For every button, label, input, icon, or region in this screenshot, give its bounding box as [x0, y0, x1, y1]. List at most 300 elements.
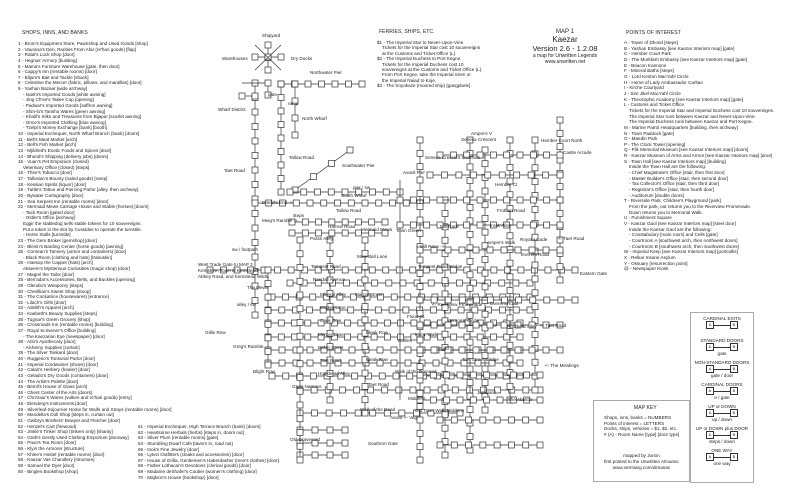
map-room [265, 321, 271, 327]
list-item: 45 - Bemil's House of Glass [arch] [18, 384, 88, 390]
map-room [507, 164, 513, 170]
map-room [482, 284, 488, 290]
list-item: 65 - Inok's Fine Jewelry [door] [138, 446, 200, 452]
map-room [442, 452, 448, 458]
list-item: 31 - The Cockatrice (housewares) [entrance] [18, 294, 109, 300]
list-item: - Tack Room [gated door] [23, 209, 75, 215]
map-room [470, 172, 476, 178]
list-item: 3 - Ratal's Lock Shop [door] [18, 52, 75, 58]
map-label: Inrak Alley [490, 223, 512, 228]
exit-legend-caption: e / gate [714, 395, 730, 400]
map-room [417, 270, 423, 276]
map-room [362, 343, 368, 349]
map-room [433, 360, 439, 366]
map-room [557, 144, 563, 150]
map-room [451, 442, 457, 448]
map-room [362, 370, 368, 376]
map-room [482, 256, 488, 262]
map-room [528, 172, 534, 178]
map-room [544, 297, 550, 303]
exit-legend-title: STANDARD DOORS [700, 338, 744, 343]
map-room [442, 210, 448, 216]
list-item: 26 - Haesop the Capper (hats) [arch] [18, 260, 93, 266]
map-room [504, 152, 510, 158]
list-item: S - Town Hall [see Kaezar Interiors map] [building] [624, 158, 726, 164]
list-item: 13 - Mjildred's Exotic Foods and Spices [door] [18, 147, 112, 153]
map-room [487, 247, 493, 253]
map-room [451, 417, 457, 423]
map-room [417, 164, 423, 170]
list-item: 27 - Magrel the Tailor [door] [18, 271, 75, 277]
list-item: - Shin-lo's Tanshu Wares [green awning] [23, 108, 106, 114]
map-label: <- The Mewlings [545, 363, 579, 368]
map-room [297, 320, 303, 326]
map-label: Taet Road [368, 382, 389, 387]
map-room [532, 262, 538, 268]
list-item: - Constabulary [main room] and Cells [gate] [629, 232, 718, 238]
map-label: Dry Docks [291, 56, 313, 61]
map-room [297, 306, 303, 312]
map-label: Grym Narrows [292, 384, 322, 389]
map-room [292, 334, 298, 340]
map-room [417, 347, 423, 353]
room-a-icon: A [706, 387, 714, 395]
map-room [389, 307, 395, 313]
map-room [442, 291, 448, 297]
map-room [510, 372, 516, 378]
map-room [523, 417, 529, 423]
map-room [450, 197, 456, 203]
list-item: 6 - Cappy's Inn (rentable rooms) [door] [18, 69, 97, 75]
map-room [437, 417, 443, 423]
map-room [445, 247, 451, 253]
room-a-icon: A [706, 409, 714, 417]
list-item: D - The Murkkish Embassy [see Kaezar Interiors map] [gate] [624, 56, 747, 62]
map-room [523, 387, 529, 393]
map-label: Shipyard [262, 33, 281, 38]
list-item: 21 - Sea Serpent Inn (rentable rooms) [door] [18, 198, 109, 204]
map-room [557, 347, 563, 353]
map-room [467, 191, 473, 197]
map-room [499, 172, 505, 178]
room-a-icon: A [706, 431, 714, 439]
map-room [265, 267, 271, 273]
map-room [572, 267, 578, 273]
map-room [297, 375, 303, 381]
list-item: - Alchemy Supplies [curtain] [23, 344, 80, 350]
room-b-icon: B [730, 321, 738, 329]
map-room [315, 189, 321, 195]
map-room [417, 257, 423, 263]
list-item: - Chief Magistrate's Office [stair, then first door] [629, 170, 725, 176]
list-item: 56 - Klyin the Armorer [structure] [18, 446, 85, 451]
map-room [529, 347, 535, 353]
map-room [405, 347, 411, 353]
exit-legend-caption: gate / door [711, 373, 733, 378]
map-room [341, 410, 347, 416]
map-room [477, 222, 483, 228]
map-label: Abbey Road, and Kemstead Wilds. [198, 274, 270, 279]
map-room [283, 373, 289, 379]
map-room [306, 307, 312, 313]
map-label: Southron Gate [368, 441, 398, 446]
map-room [362, 264, 368, 270]
map-room [442, 278, 448, 284]
map-room [515, 347, 521, 353]
map-room [466, 442, 472, 448]
map-room [467, 258, 473, 264]
map-room [507, 288, 513, 294]
map-label: Wharf District [218, 107, 246, 112]
map-room [410, 197, 416, 203]
list-item: souvereigns at the Customs and Ticket Office (L). [382, 67, 483, 73]
map-room [400, 280, 406, 286]
credit-url: www.vermiarg.com/almanac [612, 465, 671, 470]
list-item: 38 - Arlo's Apothecary [door] [18, 339, 76, 345]
map-room [490, 152, 496, 158]
map-room [467, 164, 473, 170]
map-room [287, 189, 293, 195]
map-room [417, 430, 423, 436]
map-label: Southwater Pier [342, 163, 375, 168]
map-room [457, 372, 463, 378]
exit-legend-title: NON-STANDARD DOORS [694, 360, 750, 365]
map-room [345, 334, 351, 340]
map-room [297, 237, 303, 243]
map-room [252, 138, 258, 144]
map-room [467, 407, 473, 413]
map-room [252, 200, 258, 206]
map-room [518, 267, 524, 273]
list-item: - Khalil's Silks and Treasures from Bijapur [scarlet awning] [23, 114, 142, 120]
map-label: Walk of the Damned [395, 369, 437, 374]
map-room [485, 172, 491, 178]
map-room [390, 200, 396, 206]
map-room [417, 217, 423, 223]
map-label: Randall Avenue [313, 277, 346, 282]
map-room [517, 360, 523, 366]
map-room [382, 387, 388, 393]
map-room [544, 197, 550, 203]
map-room [362, 317, 368, 323]
list-item: V - Kaezar Gaol [see Kaezar Interiors map] [steel door] [624, 221, 736, 226]
room-a-icon: A [706, 343, 714, 351]
map-room [252, 109, 258, 115]
connector-icon [714, 457, 730, 458]
map-room [345, 320, 351, 326]
map-room [265, 362, 271, 368]
map-room [530, 152, 536, 158]
room-b-icon: B [730, 343, 738, 351]
map-room [375, 307, 381, 313]
map-room [252, 312, 258, 318]
map-label: Junkyard [477, 390, 496, 395]
map-room [359, 81, 365, 87]
map-room [467, 326, 473, 332]
map-room [473, 247, 479, 253]
exit-legend-caption: gate [717, 351, 727, 356]
list-item: Inside the Kaezar Gaol are the following: [629, 226, 712, 232]
map-room [507, 137, 513, 143]
list-item: Down returns you to Memorial Walk. [629, 209, 703, 215]
map-room [494, 417, 500, 423]
map-room [490, 197, 496, 203]
map-room [289, 230, 295, 236]
list-item: Tickets for the Imperial Star and Imperial Duchess cost 10 souvereigns. [629, 107, 775, 113]
exit-legend-item [691, 316, 753, 334]
list-item: 19 - Tuttle's Tattoo and Piercing Parlor [alley, then archway] [18, 187, 139, 193]
map-room [442, 358, 448, 364]
shops-list-continued [138, 424, 279, 480]
map-room [417, 190, 423, 196]
map-room [403, 200, 409, 206]
map-key-lines [599, 415, 679, 438]
map-room [466, 387, 472, 393]
map-room [316, 219, 322, 225]
map-room [543, 172, 549, 178]
map-label: alley / sw [237, 302, 256, 307]
map-room [297, 278, 303, 284]
map-room [279, 360, 285, 366]
map-room [278, 108, 284, 114]
map-room [482, 215, 488, 221]
list-item: 23 - The Gem Broker [gemshop] [door] [18, 237, 97, 243]
map-room [482, 380, 488, 386]
map-room [430, 397, 436, 403]
list-item: 14 - Bhond's Shipping (delivery jobs) [doors] [18, 153, 108, 159]
room-a-icon: A [706, 365, 714, 373]
map-room [490, 334, 496, 340]
map-key-box [593, 400, 690, 482]
map-label: Mermaid Mews [361, 227, 393, 232]
map-room [537, 442, 543, 448]
list-item: $3 - The Soyokaze (moored ship) [gangplank] [377, 83, 471, 89]
list-item: - Once's Imported Clothing [blue awning] [23, 119, 106, 125]
map-room [252, 240, 258, 246]
connector-icon [714, 391, 730, 392]
map-room [482, 270, 488, 276]
list-item: - Registrar's Office [stair, then fourth door] [629, 187, 715, 193]
connector-icon [714, 413, 730, 414]
map-room [430, 307, 436, 313]
map-label: <- Riverview Promenade [432, 302, 483, 307]
list-item: Tickets for the Imperial Duchess cost 10 [382, 61, 464, 67]
map-room [442, 331, 448, 337]
map-label: Taet Road [224, 168, 245, 173]
map-room [278, 95, 284, 101]
list-item: 17 - Tallosian's Bounty (naled goods) [ramp] [18, 176, 108, 181]
map-room [466, 417, 472, 423]
map-room [265, 335, 271, 341]
map-room [457, 397, 463, 403]
list-item: 2 - Vaurana's Den, Rarities From Afar (re'hari goods) [flap] [18, 46, 137, 52]
map-room [377, 347, 383, 353]
map-room [370, 189, 376, 195]
map-room [487, 347, 493, 353]
map-label: Cook Row [320, 318, 342, 323]
list-item: - Horse Stalls [turnstile] [23, 232, 71, 238]
list-item: P - The Clock Tower [opening] [624, 141, 686, 147]
map-room [557, 210, 563, 216]
map-label: Bleak Row [366, 330, 388, 335]
map-room [482, 311, 488, 317]
list-item: 35 - Tugnar's Green Grocery [shop] [18, 316, 91, 322]
map-room [307, 360, 313, 366]
list-item: 5 - Mama's Furniture Warehouse [gate, then door] [18, 63, 120, 69]
map-room [532, 137, 538, 143]
ferries-heading: FERRIES, SHIPS, ETC. [379, 29, 435, 35]
list-item: 11 - Bell's Meat Market [arch] [18, 136, 78, 142]
map-room [335, 200, 341, 206]
map-room [283, 294, 289, 300]
map-room [504, 197, 510, 203]
map-room [312, 427, 318, 433]
map-room [278, 189, 284, 195]
map-key-heading: MAP KEY [634, 405, 657, 411]
map-label: Meig's Ramble -> [262, 218, 298, 223]
map-room [349, 347, 355, 353]
map-room [441, 172, 447, 178]
map-room [442, 425, 448, 431]
map-label: Paran Alley [310, 236, 334, 241]
map-room [288, 267, 294, 273]
list-item: - Black Room (clothing and hats) [trabuskin] [23, 254, 113, 260]
map-room [297, 292, 303, 298]
map-room [501, 247, 507, 253]
map-room [482, 339, 488, 345]
map-room [252, 182, 258, 188]
map-label: Blight Row [253, 369, 275, 374]
list-item: - Ostler's Office [archway] [23, 215, 76, 221]
map-room [417, 177, 423, 183]
map-room [252, 54, 258, 60]
map-room [278, 334, 284, 340]
map-room [437, 442, 443, 448]
map-room [265, 294, 271, 300]
list-item: O - Maedin Park [624, 136, 658, 142]
exit-legend-title: CARDINAL EXITS [703, 316, 741, 321]
room-a-icon: A [706, 321, 714, 329]
map-room [484, 372, 490, 378]
map-room [444, 397, 450, 403]
map-room [470, 372, 476, 378]
map-room [252, 211, 258, 217]
list-item: 20 - Bywater Cartography [door] [18, 192, 84, 198]
map-room [442, 385, 448, 391]
list-item: at the Customs and Ticket Office (L). [382, 50, 457, 56]
exit-legend-item [691, 448, 753, 466]
map-room [327, 452, 333, 458]
map-room [410, 387, 416, 393]
list-item: U - Punishment Square [624, 215, 672, 221]
room-b-icon: B [730, 431, 738, 439]
map-room [410, 267, 416, 273]
map-label: Everent Road [490, 301, 519, 306]
map-room [327, 250, 333, 256]
map-label: <- Taet Road [558, 236, 585, 241]
map-room [480, 442, 486, 448]
list-item: 29 - Olendio's Weaponry [steps] [18, 282, 84, 288]
list-item: Points of interest = LETTERS [604, 420, 665, 426]
map-room [497, 397, 503, 403]
list-item: The Imperial Duchess runs between Kaezar and Port Kegne. [629, 119, 753, 125]
map-room [508, 442, 514, 448]
list-item: H - Home of Lady Ambassador Carltao [624, 79, 703, 85]
map-label: Pudd [438, 346, 449, 351]
map-room [424, 387, 430, 393]
map-room [484, 397, 490, 403]
list-item: $1 - The Imperial Star to Never-Upon-Vine. [377, 40, 465, 45]
map-room [305, 320, 311, 326]
list-item: Akseem's Mysterious Curiosities (magic shop) [door] [23, 266, 130, 271]
map-room [489, 373, 495, 379]
map-room [297, 443, 303, 449]
map-room [252, 225, 258, 231]
exit-legend-box [690, 312, 754, 483]
map-room [417, 457, 423, 463]
map-label: Avanil Pier [403, 170, 425, 175]
map-room [297, 361, 303, 367]
map-room [532, 165, 538, 171]
map-room [470, 397, 476, 403]
list-item: K - Theosophic Academy [see Kaezar Interiors map] [gate] [624, 96, 743, 102]
map-room [452, 387, 458, 393]
map-room [417, 444, 423, 450]
map-room [558, 297, 564, 303]
map-label: Everent Road [521, 252, 550, 257]
map-room [293, 200, 299, 206]
map-room [342, 267, 348, 273]
list-item: 46 - Ghent Center of the Arts [doors] [18, 389, 93, 395]
map-room [362, 277, 368, 283]
map-room [543, 347, 549, 353]
list-item: 28 - Ben'adar's Accessories, Belts, and Buckles [opening] [18, 277, 135, 283]
map-room [557, 277, 563, 283]
map-label: North Wharf [302, 116, 327, 121]
poi-list [624, 40, 774, 272]
list-item: 7 - Biljum's Bait and Tackle [shack] [18, 74, 89, 80]
map-room [382, 219, 388, 225]
map-room [459, 247, 465, 253]
map-label: Dredd's End -> [262, 200, 293, 205]
map-label: Tallow Road [336, 208, 362, 213]
room-b-icon: B [730, 387, 738, 395]
map-room [328, 189, 334, 195]
map-room [297, 457, 303, 463]
map-room [557, 264, 563, 270]
list-item: - The Kaezarian Eye (newspaper) [door] [23, 333, 105, 339]
map-room [252, 124, 258, 130]
map-room [482, 407, 488, 413]
map-room [305, 334, 311, 340]
map-room [464, 222, 470, 228]
map-room [417, 284, 423, 290]
map-label: Hember Court North [541, 138, 583, 143]
list-item: Q - Filk Memorial Museum [see Kaezar Interiors map] [doors] [624, 147, 749, 153]
map-room [482, 188, 488, 194]
map-room [292, 320, 298, 326]
room-b-icon: B [730, 409, 738, 417]
map-room [532, 179, 538, 185]
exit-legend-title: UP or DOWN plus DOOR [695, 426, 749, 431]
list-item: 67 - House of Grilla, Gentlemen's Haberdasher (men's clothes) [door] [138, 457, 279, 463]
map-room [403, 307, 409, 313]
map-label: Ampre's V [471, 131, 493, 136]
list-item: - Auditorium [double doors] [629, 192, 684, 198]
map-room [417, 297, 423, 303]
list-item: 57 - Khlee's Hostel (rentable rooms) [door] [18, 451, 105, 457]
map-room [310, 294, 316, 300]
